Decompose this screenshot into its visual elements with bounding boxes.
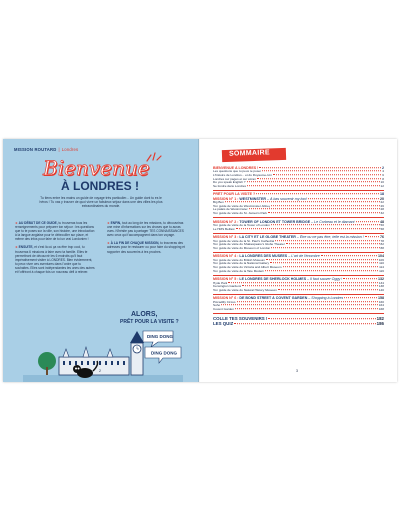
- dot-leader: [256, 194, 379, 195]
- paragraph-lead: À LA FIN DE CHAQUE MISSION,: [110, 241, 160, 246]
- toc-divider: [213, 233, 384, 234]
- mission-label: MISSION N° 3 :: [213, 235, 239, 240]
- arrow-icon: ➜: [107, 221, 110, 225]
- toc-entry-title: Ton guide de visite de la National Gallery: [213, 262, 270, 266]
- arrow-icon: ➜: [107, 241, 110, 246]
- ding-dong-text-2: DING DONG: [151, 350, 178, 356]
- toc-row: [213, 308, 384, 312]
- toc-entry-title: BIENVENUE À LONDRES !: [213, 166, 259, 170]
- toc-entry-title: Ton guide de visite de la St. Paul's Cathedral: [213, 239, 275, 243]
- mission-tagline: – Le Corbeau et le diamant: [311, 219, 355, 224]
- alors-heading: ALORS,: [131, 311, 158, 318]
- london-title: À LONDRES !: [61, 179, 139, 193]
- toc-page-number: 164: [378, 303, 384, 308]
- toc-page-number: 4: [382, 169, 384, 174]
- toc-entry-title: Le palais de Westminster: [213, 208, 248, 212]
- toc-entry-title: L'histoire de Londres... et du Royaume-Uni: [213, 174, 272, 177]
- toc-page-number: 186: [376, 321, 384, 327]
- mission-label: MISSION N° 5 :: [213, 277, 239, 282]
- toc-page-number: 48: [380, 219, 384, 224]
- dot-leader: [259, 167, 381, 168]
- mission-label: MISSION N° 4 :: [213, 254, 239, 259]
- paragraph-debut: [15, 221, 95, 241]
- mission-title: TOWER OF LONDON ET TOWER BRIDGE: [239, 219, 311, 224]
- toc-page-number: 12: [380, 183, 384, 188]
- dot-leader: [242, 285, 378, 286]
- right-column: [107, 221, 187, 258]
- toc-entry-title: Ton guide de visite de la Tower of London: [213, 223, 270, 227]
- toc-page-number: 26: [380, 203, 384, 208]
- mission-title: LA LONDRES DES MUSÉES: [239, 254, 288, 259]
- toc-entry-title: LES QUIZ: [213, 321, 234, 327]
- dot-leader: [343, 278, 377, 279]
- toc-page-number: 76: [380, 235, 384, 240]
- dot-leader: [221, 305, 378, 306]
- toc-entry-title: Covent Garden: [213, 307, 234, 311]
- dot-leader: [308, 198, 379, 199]
- toc-page-number: 114: [379, 264, 384, 269]
- paragraph-text: tu trouveras tous les renseignements pour préparer ton séjour : les questions que tu te poses sur la ville, son histoire, une introduction à la langue anglaise pour te débrouiller sur place, et même des infos pour faire de toi un vrai Londonien !: [15, 221, 95, 242]
- dot-leader: [270, 263, 378, 264]
- left-column: [15, 221, 95, 278]
- mission-tagline: – Être ou ne pas être, telle est la mission !: [296, 235, 364, 240]
- header-brand: MISSION ROUTARD: [14, 147, 57, 152]
- toc-page-number: 82: [380, 242, 384, 247]
- toc-entry-title: Ton guide de visite du Shakespeare's Globe Theater: [213, 243, 285, 247]
- toc-page-number: 158: [378, 296, 384, 301]
- toc-page-number: 110: [379, 261, 384, 266]
- toc-page-number: 78: [380, 238, 384, 243]
- dot-leader: [365, 236, 379, 237]
- dot-leader: [271, 247, 379, 248]
- toc-divider: [213, 275, 384, 276]
- toc-entry-title: Kensington Gardens: [213, 285, 242, 289]
- mission-tagline: – Il faut sauver Oggy !: [307, 277, 343, 282]
- toc-entry-title: PRÊT POUR LA VISITE ?: [213, 192, 256, 197]
- toc-entry-title: Ton guide de visite de Westminster Abbey: [213, 204, 271, 208]
- dot-leader: [235, 308, 378, 309]
- paragraph-lead: AU DÉBUT DE CE GUIDE,: [18, 221, 58, 225]
- dot-leader: [286, 243, 380, 244]
- mission-label: MISSION N° 6 :: [213, 296, 239, 301]
- dot-leader: [271, 224, 380, 225]
- dot-leader: [265, 270, 378, 271]
- dot-leader: [262, 171, 381, 172]
- toc-page-number: 106: [378, 257, 384, 262]
- toc-entry-title: Hyde Park: [213, 281, 228, 285]
- mission-label: MISSION N° 2 :: [213, 219, 239, 224]
- welcome-title: Bienvenue: [43, 156, 150, 180]
- toc-page-number: 22: [380, 200, 384, 205]
- arrow-icon: ➜: [15, 245, 18, 250]
- toc-page-number: 134: [378, 280, 384, 285]
- toc-entry-title: Le HMS Belfast: [213, 227, 235, 231]
- intro-paragraph: Tu tiens entre les mains un guide de voyage très particulier... Un guide dont tu es le héros ! Tu vas y trouver de quoi vivre un fabuleux séjour dans une des villes les plus extraordinaires du monde.: [39, 196, 163, 209]
- toc-page-number: 50: [380, 222, 384, 227]
- dot-leader: [225, 201, 380, 202]
- dot-leader: [247, 181, 380, 182]
- dot-leader: [236, 228, 380, 229]
- toc-divider: [213, 294, 384, 295]
- mission-title: LA CITY ET LE GLOBE THEATER: [239, 235, 296, 240]
- dot-leader: [247, 185, 380, 186]
- dot-leader: [321, 256, 377, 257]
- paragraph-enfin: [107, 221, 187, 237]
- toc-entry-title: Ton guide de visite du St. James's Park: [213, 211, 267, 215]
- dot-leader: [237, 301, 378, 302]
- dot-leader: [234, 323, 375, 324]
- table-of-contents: [213, 166, 384, 327]
- toc-page-number: 28: [380, 207, 384, 212]
- dot-leader: [249, 209, 380, 210]
- toc-page-number: 182: [376, 315, 384, 321]
- toc-page-number: 10: [380, 180, 384, 185]
- toc-divider: [213, 217, 384, 218]
- toc-divider: [213, 252, 384, 253]
- toc-page-number: 104: [378, 254, 384, 259]
- toc-entry-title: Les questions que tu peux te poser: [213, 170, 262, 174]
- toc-entry-title: Se fondre dans Londres: [213, 184, 247, 188]
- toc-row: [213, 185, 384, 189]
- paragraph-text: et c'est là où ça va être trop cool, tu trouveras 6 missions à faire avec ta famille. Elles te permettront de découvrir les 6 endroits qu'il faut impérativement visiter à LONDRES. Bien évidemment, tu peux vivre ces aventures dans l'ordre que tu souhaites. Elles sont indépendantes les unes des autres et t'offriront à chaque fois un nouveau défi à relever.: [15, 245, 95, 275]
- toc-entry-title: Ton guide de visite du Museum of London: [213, 246, 271, 250]
- toc-page-number: 160: [378, 299, 384, 304]
- toc-page-number: 116: [379, 268, 384, 273]
- toc-entry-title: Soho: [213, 304, 221, 308]
- mission-tagline: – À bas souvenir my lord: [266, 196, 307, 201]
- toc-page-number: 132: [378, 277, 384, 282]
- toc-divider: [213, 190, 384, 191]
- mission-title: WESTMINSTER: [239, 196, 266, 201]
- toc-entry-title: Ton guide de visite du Victoria and Albert Museum: [213, 265, 282, 269]
- dot-leader: [273, 174, 382, 175]
- toc-page-number: 20: [380, 196, 384, 201]
- mission-label: MISSION N° 1 :: [213, 196, 239, 201]
- london-illustration: [23, 327, 183, 382]
- dot-leader: [266, 259, 378, 260]
- toc-entry-title: Ton guide de visite de la Tate Modern: [213, 269, 265, 273]
- book-spread: [3, 139, 397, 382]
- dot-leader: [257, 178, 381, 179]
- arrow-icon: ➜: [15, 221, 18, 225]
- ding-dong-text-1: DING DONG: [147, 334, 174, 339]
- toc-row: [213, 289, 384, 293]
- toc-page-number: 18: [380, 192, 384, 197]
- dot-leader: [268, 318, 375, 319]
- page-fold: [198, 139, 200, 382]
- toc-page-number: 6: [382, 173, 384, 177]
- sommaire-title: SOMMAIRE: [228, 149, 271, 158]
- toc-entry-title: Piccadilly Circus: [213, 300, 236, 304]
- toc-entry-title: Do you speak English ?: [213, 181, 246, 185]
- running-header: [14, 147, 78, 152]
- toc-page-number: 58: [380, 226, 384, 231]
- dot-leader: [268, 212, 380, 213]
- header-section: Londres: [61, 147, 79, 152]
- dot-leader: [344, 298, 377, 299]
- dot-leader: [356, 221, 379, 222]
- paragraph-text: tout au long de tes missions, tu découvriras une mine d'informations sur les choses que tu auras vues. N'hésite pas à partager TES CONNAISSANCES avec ceux qui t'accompagnent dans ton voyage.: [107, 221, 184, 238]
- toc-page-number: 140: [378, 287, 384, 292]
- right-page: [199, 139, 397, 382]
- paragraph-fin-mission: [107, 241, 187, 253]
- mission-title: LE LONDRES DE SHERLOCK HOLMES: [239, 277, 307, 282]
- toc-page-number: 138: [378, 284, 384, 289]
- toc-row: [213, 228, 384, 232]
- toc-section-row: [213, 321, 384, 327]
- toc-entry-title: Londres sur pages et sur écran: [213, 177, 256, 181]
- mission-tagline: – L'art de l'énombre: [288, 254, 320, 259]
- header-separator: |: [58, 147, 60, 152]
- page-number-right: 3: [296, 369, 298, 373]
- toc-page-number: 168: [378, 306, 384, 311]
- toc-page-number: 2: [382, 166, 384, 170]
- dot-leader: [283, 266, 379, 267]
- paragraph-lead: ENSUITE,: [18, 245, 34, 250]
- toc-row: [213, 247, 384, 251]
- paragraph-ensuite: [15, 245, 95, 274]
- dot-leader: [228, 282, 377, 283]
- pret-heading: PRÊT POUR LA VISITE ?: [120, 319, 179, 325]
- dot-leader: [275, 240, 379, 241]
- toc-page-number: 88: [380, 245, 384, 250]
- toc-page-number: 32: [380, 210, 384, 215]
- paragraph-text: tu trouveras des adresses pour te restaurer ou pour faire du shopping et rapporter des souvenirs à tes proches.: [107, 241, 185, 254]
- paragraph-lead: ENFIN,: [110, 221, 122, 225]
- toc-row: [213, 212, 384, 216]
- toc-entry-title: Ton guide de visite du British Museum: [213, 258, 266, 262]
- toc-entry-title: Big Ben: [213, 201, 224, 205]
- toc-entry-title: Ton guide de visite du Natural History Museum: [213, 288, 277, 292]
- dot-leader: [271, 205, 379, 206]
- toc-entry-title: COLLE TES SOUVENIRS !: [213, 315, 268, 321]
- left-page: [3, 139, 199, 382]
- toc-divider: [213, 313, 384, 314]
- page-number-left: 2: [99, 369, 101, 373]
- toc-row: [213, 270, 384, 274]
- toc-page-number: 8: [382, 176, 384, 181]
- mission-tagline: – Shopping à Londres: [308, 296, 344, 301]
- mission-title: DE BOND STREET À COVENT GARDEN: [239, 296, 308, 301]
- dot-leader: [278, 289, 378, 290]
